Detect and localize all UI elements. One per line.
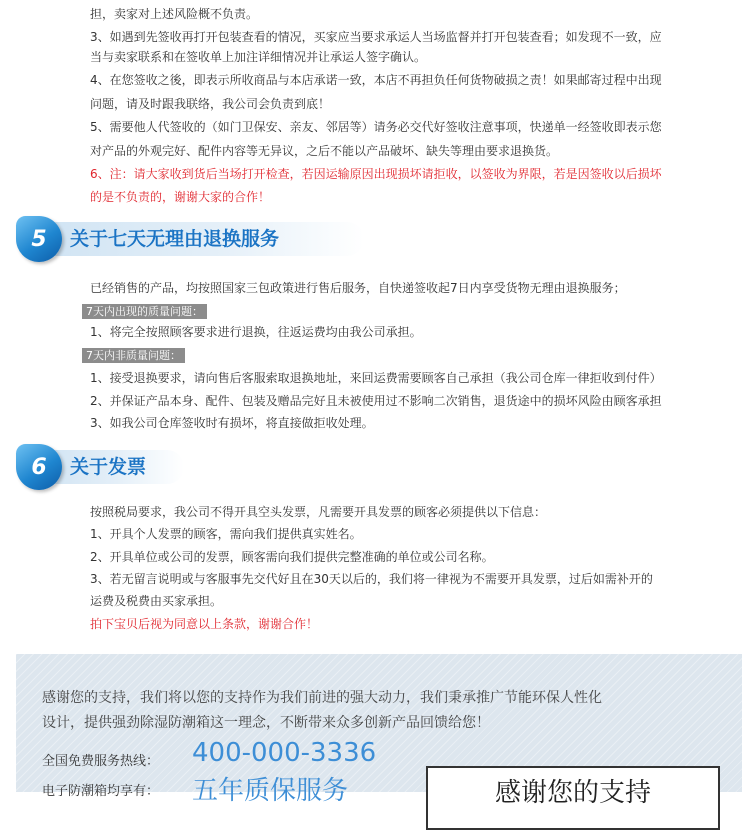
hotline-label: 全国免费服务热线：	[42, 754, 160, 769]
quality-issue-tag: 7天内出现的质量问题：	[82, 304, 207, 319]
hotline-number: 400-000-3336	[192, 738, 377, 768]
list-item: 1、接受退换要求，请向售后客服索取退换地址，来回运费需要顾客自己承担（我公司仓库一律拒收到付件）	[90, 371, 662, 385]
policy-line: 4、在您签收之後，即表示所收商品与本店承诺一致，本店不再担负任何货物破损之责！如果邮寄过程中出现	[90, 73, 662, 87]
non-quality-issue-tag: 7天内非质量问题：	[82, 348, 185, 363]
list-item: 2、开具单位或公司的发票，顾客需向我们提供完整准确的单位或公司名称。	[90, 550, 494, 564]
agreement-note: 拍下宝贝后视为同意以上条款，谢谢合作！	[90, 617, 319, 631]
section-number-badge: 5	[16, 216, 62, 262]
policy-note-line: 的是不负责的，谢谢大家的合作！	[90, 190, 271, 204]
thanks-footer	[16, 654, 742, 808]
list-item: 1、开具个人发票的顾客，需向我们提供真实姓名。	[90, 527, 362, 541]
section-title: 关于发票	[70, 456, 147, 478]
warranty-value: 五年质保服务	[192, 776, 349, 806]
policy-line: 5、需要他人代签收的（如门卫保安、亲友、邻居等）请务必交代好签收注意事项，快递单一经签收即表示您	[90, 120, 662, 134]
warranty-label: 电子防潮箱均享有：	[42, 784, 160, 799]
list-item: 3、若无留言说明或与客服事先交代好且在30天以后的，我们将一律视为不需要开具发票，过后如需补开的	[90, 572, 653, 586]
list-item: 1、将完全按照顾客要求进行退换，往返运费均由我公司承担。	[90, 325, 422, 339]
section-title: 关于七天无理由退换服务	[70, 228, 280, 250]
policy-line: 问题，请及时跟我联络，我公司会负责到底！	[90, 97, 331, 111]
thanks-box	[426, 766, 720, 830]
list-item: 运费及税费由买家承担。	[90, 594, 223, 608]
thanks-line: 设计，提供强劲除湿防潮箱这一理念，不断带来众多创新产品回馈给您！	[42, 715, 490, 731]
policy-line: 当与卖家联系和在签收单上加注详细情况并让承运人签字确认。	[90, 50, 427, 64]
thanks-box-text: 感谢您的支持	[494, 778, 651, 808]
policy-line: 3、如遇到先签收再打开包装查看的情况，买家应当要求承运人当场监督并打开包装查看；如发现不一致，应	[90, 30, 662, 44]
section-intro: 按照税局要求，我公司不得开具空头发票，凡需要开具发票的顾客必须提供以下信息：	[90, 505, 547, 519]
list-item: 3、如我公司仓库签收时有损坏，将直接做拒收处理。	[90, 416, 374, 430]
thanks-line: 感谢您的支持，我们将以您的支持作为我们前进的强大动力，我们秉承推广节能环保人性化	[42, 690, 602, 706]
policy-note-line: 6、注：请大家收到货后当场打开检查，若因运输原因出现损坏请拒收，以签收为界限，若是因签收以后损坏	[90, 167, 662, 181]
policy-line: 对产品的外观完好、配件内容等无异议，之后不能以产品破坏、缺失等理由要求退换货。	[90, 144, 559, 158]
list-item: 2、并保证产品本身、配件、包装及赠品完好且未被使用过不影响二次销售，退货途中的损坏风险由顾客承担	[90, 394, 662, 408]
policy-line: 担，卖家对上述风险概不负责。	[90, 7, 259, 21]
section-number-badge: 6	[16, 444, 62, 490]
section-intro: 已经销售的产品，均按照国家三包政策进行售后服务，自快递签收起7日内享受货物无理由退换服务；	[90, 281, 626, 295]
